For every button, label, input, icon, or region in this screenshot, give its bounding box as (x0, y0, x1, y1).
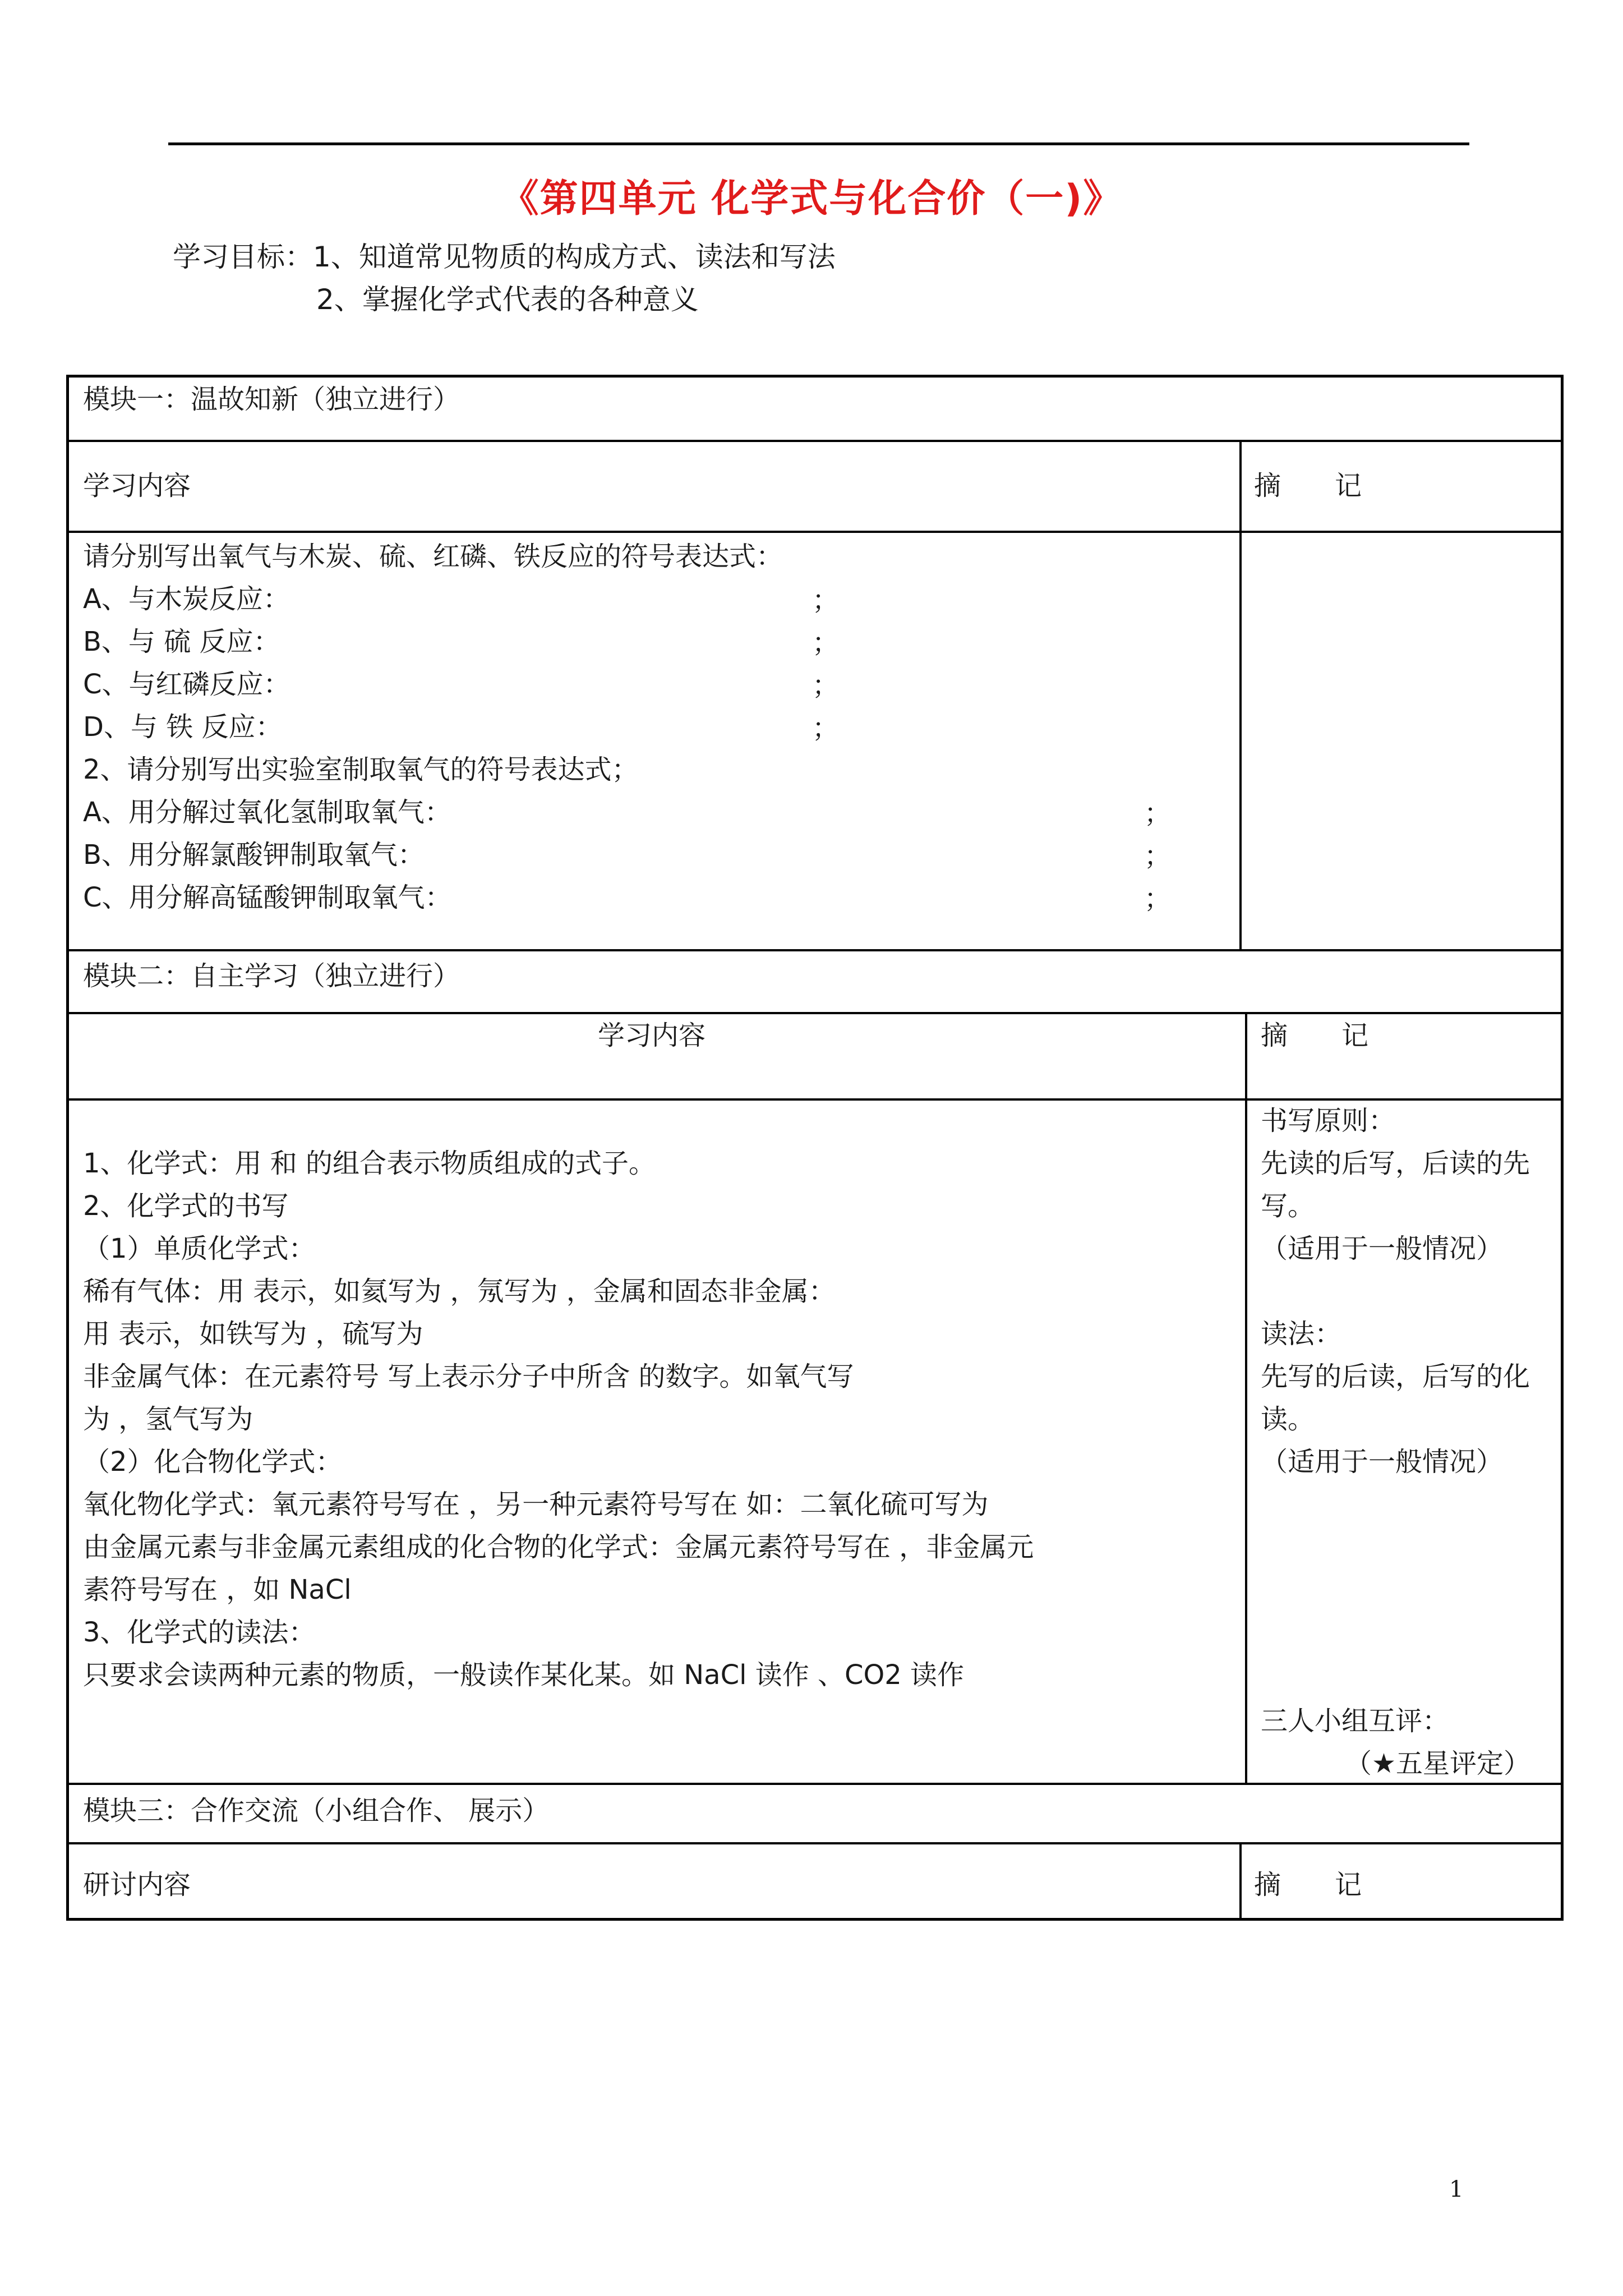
module2-note: （适用于一般情况） (1261, 1233, 1504, 1264)
module2-line: （2）化合物化学式： (83, 1446, 343, 1478)
module1-line: B、用分解氯酸钾制取氧气： (83, 839, 425, 871)
module2-line: 2、化学式的书写 (83, 1190, 289, 1222)
row-divider (66, 1842, 1564, 1844)
objective-line-2: 2、掌握化学式代表的各种意义 (316, 283, 699, 316)
page-number: 1 (1449, 2177, 1464, 2202)
module2-line: 由金属元素与非金属元素组成的化合物的化学式：金属元素符号写在 ，非金属元 (83, 1531, 1034, 1563)
document-title: 《第四单元 化学式与化合价（一)》 (500, 177, 1123, 221)
module2-note: （★五星评定） (1345, 1748, 1531, 1779)
module2-line: 为 ，氢气写为 (83, 1404, 253, 1435)
answer-end-semicolon: ； (812, 627, 840, 659)
column-divider (1239, 440, 1242, 949)
answer-end-semicolon: ； (812, 670, 840, 701)
module2-header: 模块二：自主学习（独立进行） (83, 960, 460, 992)
module2-line: （1）单质化学式： (83, 1233, 316, 1264)
module3-notes-label: 摘 记 (1254, 1869, 1362, 1901)
answer-end-semicolon: ； (812, 585, 840, 616)
module1-line: C、用分解高锰酸钾制取氧气： (83, 882, 452, 913)
row-divider (66, 1783, 1564, 1785)
module2-note: 先写的后读，后写的化 (1261, 1361, 1530, 1392)
module1-line: 请分别写出氧气与木炭、硫、红磷、铁反应的符号表达式： (83, 541, 783, 572)
module2-content-label: 学习内容 (598, 1020, 706, 1051)
module2-line: 非金属气体：在元素符号 写上表示分子中所含 的数字。如氧气写 (83, 1361, 854, 1392)
top-rule (168, 142, 1469, 145)
module1-header: 模块一：温故知新（独立进行） (83, 384, 460, 415)
module2-note: 三人小组互评： (1261, 1705, 1450, 1737)
module2-notes-label: 摘 记 (1261, 1020, 1369, 1051)
module2-line: 用 表示，如铁写为 ，硫写为 (83, 1318, 423, 1350)
column-divider (1245, 1012, 1247, 1783)
module1-notes-label: 摘 记 (1254, 470, 1362, 501)
answer-end-semicolon: ； (1144, 798, 1172, 829)
module1-line: B、与 硫 反应： (83, 626, 280, 657)
module3-header: 模块三：合作交流（小组合作、 展示） (83, 1795, 550, 1826)
module2-note: 书写原则： (1261, 1105, 1396, 1137)
row-divider (66, 1012, 1564, 1014)
module2-line: 1、化学式：用 和 的组合表示物质组成的式子。 (83, 1148, 656, 1179)
answer-end-semicolon: ； (812, 712, 840, 744)
module1-content-label: 学习内容 (83, 470, 191, 501)
module1-line: A、与木炭反应： (83, 583, 290, 615)
module1-line: 2、请分别写出实验室制取氧气的符号表达式； (83, 754, 639, 785)
module2-line: 素符号写在 ，如 NaCl (83, 1574, 352, 1605)
objective-line-1: 学习目标：1、知道常见物质的构成方式、读法和写法 (173, 241, 836, 273)
module2-line: 只要求会读两种元素的物质，一般读作某化某。如 NaCl 读作 、CO2 读作 (83, 1659, 965, 1691)
module2-line: 稀有气体：用 表示，如氦写为 ，氖写为 ，金属和固态非金属： (83, 1276, 836, 1307)
row-divider (66, 440, 1564, 442)
column-divider (1239, 1842, 1242, 1921)
module2-note: 先读的后写，后读的先 (1261, 1148, 1530, 1179)
module1-line: A、用分解过氧化氢制取氧气： (83, 797, 451, 828)
answer-end-semicolon: ； (1144, 883, 1172, 914)
row-divider (66, 531, 1564, 533)
module2-line: 3、化学式的读法： (83, 1617, 316, 1648)
module2-note: 读。 (1261, 1404, 1315, 1435)
row-divider (66, 949, 1564, 951)
module1-line: D、与 铁 反应： (83, 711, 283, 743)
module3-content-label: 研讨内容 (83, 1869, 191, 1901)
module2-note: （适用于一般情况） (1261, 1446, 1504, 1478)
answer-end-semicolon: ； (1144, 840, 1172, 872)
module2-note: 写。 (1261, 1190, 1315, 1222)
module2-line: 氧化物化学式：氧元素符号写在 ，另一种元素符号写在 如：二氧化硫可写为 (83, 1489, 989, 1520)
module1-line: C、与红磷反应： (83, 669, 291, 700)
module2-note: 读法： (1261, 1318, 1342, 1350)
row-divider (66, 1098, 1564, 1101)
